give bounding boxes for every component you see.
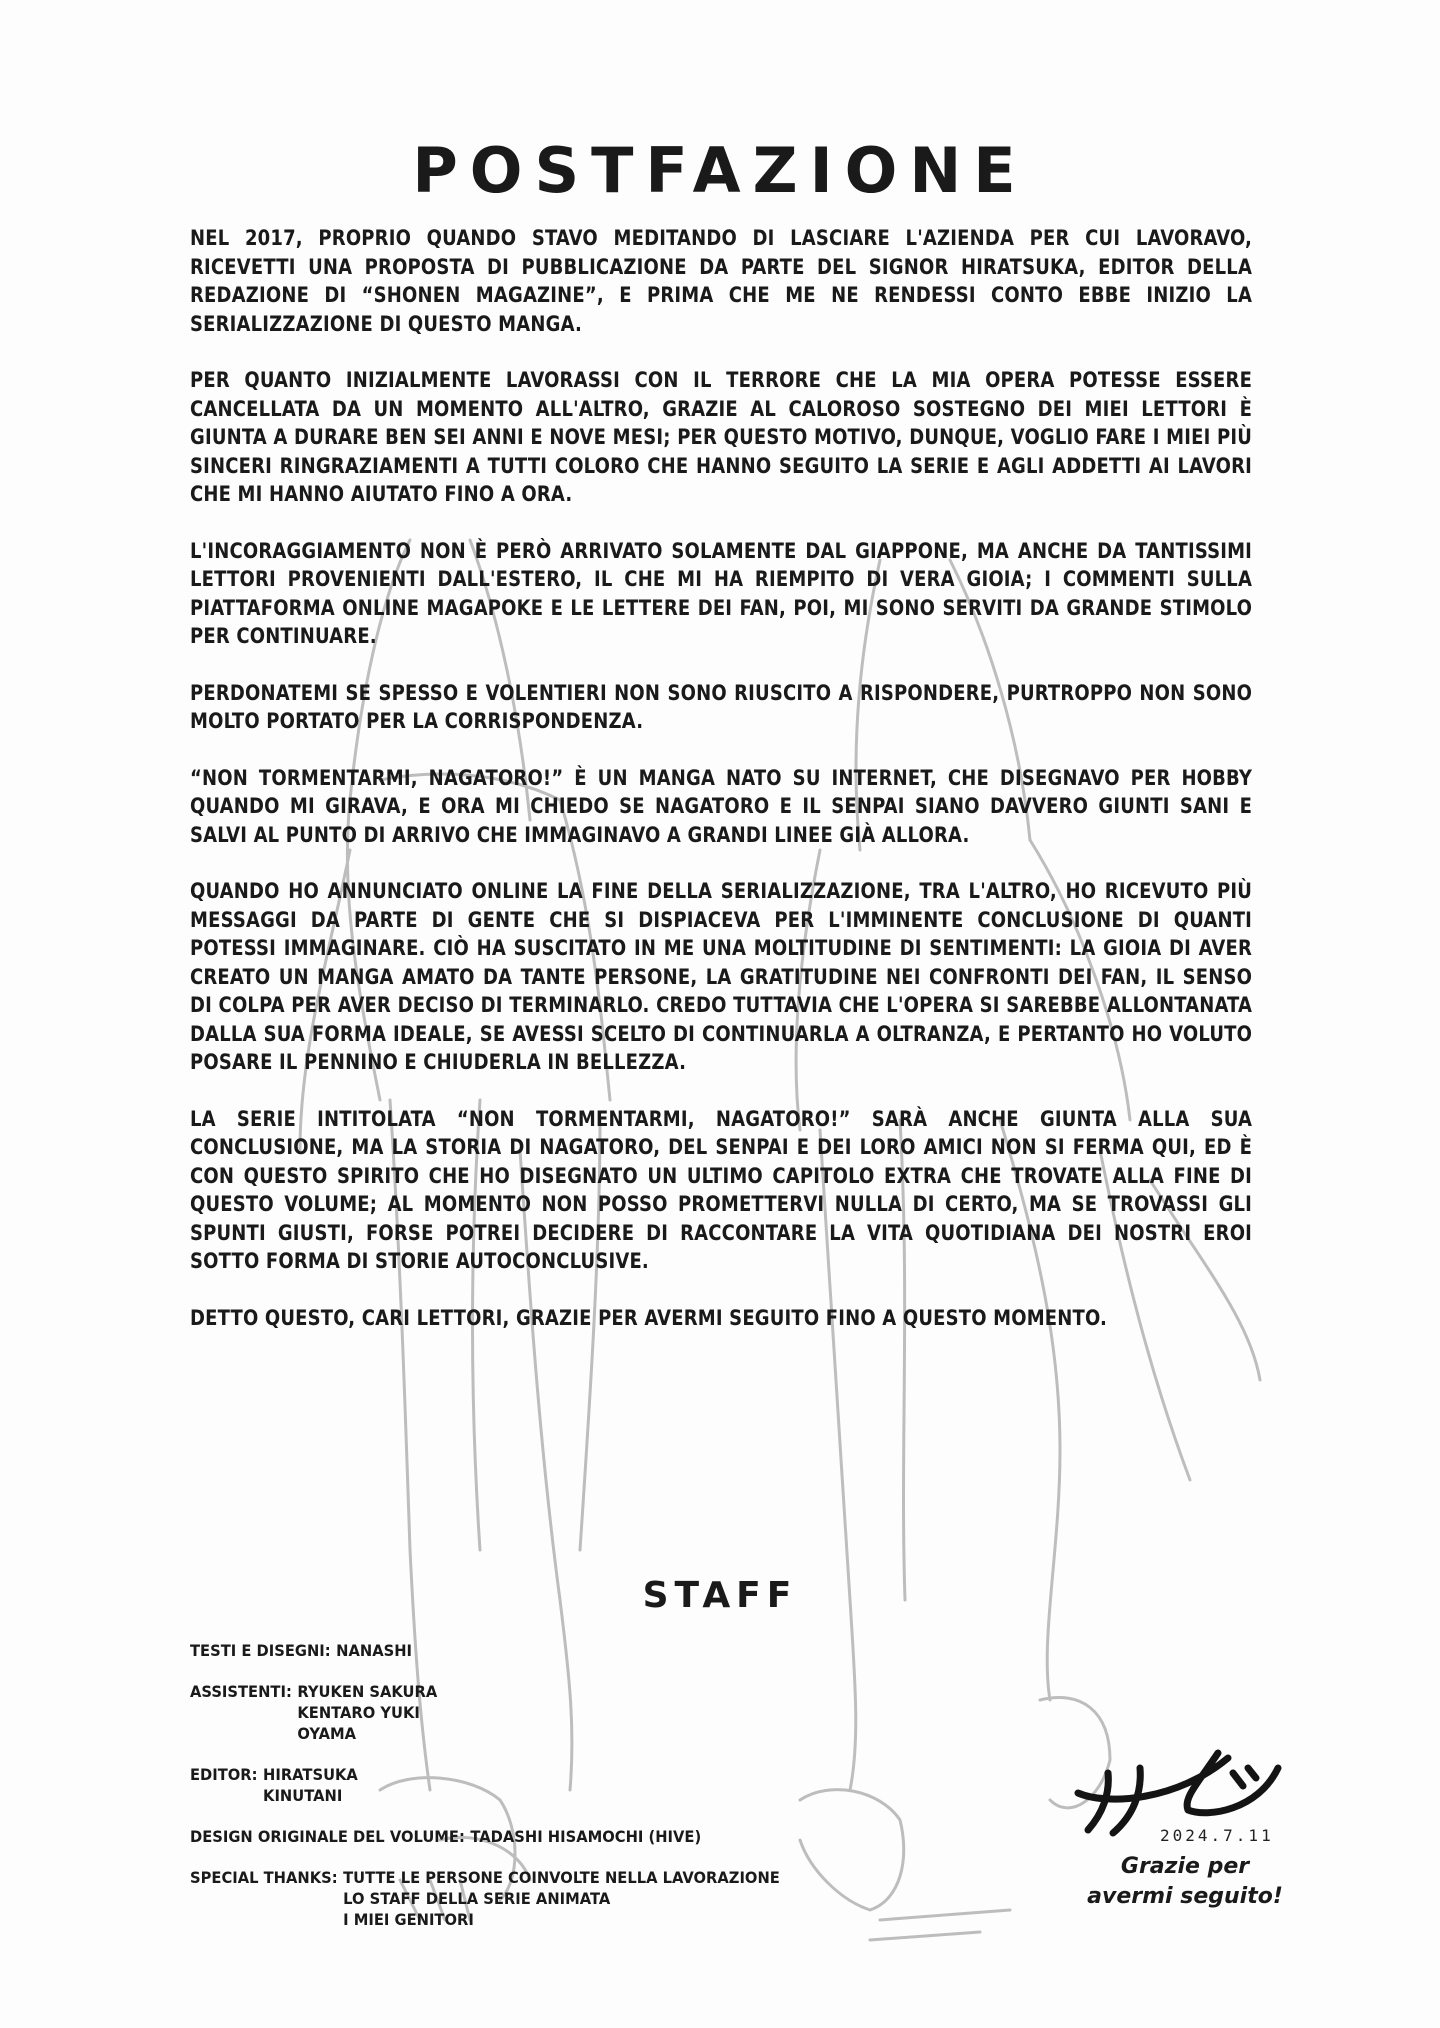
- paragraph: QUANDO HO ANNUNCIATO ONLINE LA FINE DELLA SERIALIZZAZIONE, TRA L'ALTRO, HO RICEVUTO PIÙ MESSAGGI DA PARTE DI GENTE CHE SI DISPIACEVA PER L'IMMINENTE CONCLUSIONE DI QUANTI POTESSI IMMAGINARE. CIÒ HA SUSCITATO IN ME UNA MOLTITUDINE DI SENTIMENTI: LA GIOIA DI AVER CREATO UN MANGA AMATO DA TANTE PERSONE, LA GRATITUDINE NEI CONFRONTI DEI FAN, IL SENSO DI COLPA PER AVER DECISO DI TERMINARLO. CREDO TUTTAVIA CHE L'OPERA SI SAREBBE ALLONTANATA DALLA SUA FORMA IDEALE, SE AVESSI SCELTO DI CONTINUARLA A OLTRANZA, E PERTANTO HO VOLUTO POSARE IL PENNINO E CHIUDERLA IN BELLEZZA.: [190, 879, 1253, 1075]
- signature-date: 2024.7.11: [1160, 1826, 1274, 1845]
- credit-name: NANASHI: [336, 1641, 412, 1660]
- signature-message: [1070, 1852, 1300, 1912]
- credit-name: TUTTE LE PERSONE COINVOLTE NELLA LAVORAZIONE: [343, 1868, 780, 1887]
- paragraph: DETTO QUESTO, CARI LETTORI, GRAZIE PER AVERMI SEGUITO FINO A QUESTO MOMENTO.: [190, 1305, 1108, 1331]
- credit-name: I MIEI GENITORI: [343, 1910, 474, 1929]
- credit-names: [263, 1764, 358, 1806]
- credit-role: EDITOR:: [190, 1765, 258, 1784]
- credit-names: [297, 1681, 437, 1744]
- paragraph: PER QUANTO INIZIALMENTE LAVORASSI CON IL TERRORE CHE LA MIA OPERA POTESSE ESSERE CANCELLATA DA UN MOMENTO ALL'ALTRO, GRAZIE AL CALOROSO SOSTEGNO DEI MIEI LETTORI È GIUNTA A DURARE BEN SEI ANNI E NOVE MESI; PER QUESTO MOTIVO, DUNQUE, VOGLIO FARE I MIEI PIÙ SINCERI RINGRAZIAMENTI A TUTTI COLORO CHE HANNO SEGUITO LA SERIE E AGLI ADDETTI AI LAVORI CHE MI HANNO AIUTATO FINO A ORA.: [190, 368, 1253, 507]
- credit-names: [343, 1867, 780, 1930]
- signature-message-line: Grazie per: [1120, 1854, 1250, 1879]
- credit-name: TADASHI HISAMOCHI (HIVE): [470, 1827, 702, 1846]
- staff-heading: STAFF: [642, 1574, 798, 1616]
- paragraph: “NON TORMENTARMI, NAGATORO!” È UN MANGA NATO SU INTERNET, CHE DISEGNAVO PER HOBBY QUANDO MI GIRAVA, E ORA MI CHIEDO SE NAGATORO E IL SENPAI SIANO DAVVERO GIUNTI SANI E SALVI AL PUNTO DI ARRIVO CHE IMMAGINAVO A GRANDI LINEE GIÀ ALLORA.: [190, 765, 1253, 848]
- author-signature-icon: [1068, 1738, 1308, 1838]
- credit-names: [336, 1640, 412, 1661]
- paragraph: LA SERIE INTITOLATA “NON TORMENTARMI, NAGATORO!” SARÀ ANCHE GIUNTA ALLA SUA CONCLUSIONE, MA LA STORIA DI NAGATORO, DEL SENPAI E DEI LORO AMICI NON SI FERMA QUI, ED È CON QUESTO SPIRITO CHE HO DISEGNATO UN ULTIMO CAPITOLO EXTRA CHE TROVATE ALLA FINE DI QUESTO VOLUME; AL MOMENTO NON POSSO PROMETTERVI NULLA DI CERTO, MA SE TROVASSI GLI SPUNTI GIUSTI, FORSE POTREI DECIDERE DI RACCONTARE LA VITA QUOTIDIANA DEI NOSTRI EROI SOTTO FORMA DI STORIE AUTOCONCLUSIVE.: [190, 1106, 1253, 1274]
- credit-entry: [190, 1640, 1018, 1661]
- staff-credits: [190, 1640, 1090, 1950]
- credit-names: [470, 1826, 701, 1847]
- paragraph: L'INCORAGGIAMENTO NON È PERÒ ARRIVATO SOLAMENTE DAL GIAPPONE, MA ANCHE DA TANTISSIMI LETTORI PROVENIENTI DALL'ESTERO, IL CHE MI HA RIEMPITO DI VERA GIOIA; I COMMENTI SULLA PIATTAFORMA ONLINE MAGAPOKE E LE LETTERE DEI FAN, POI, MI SONO SERVITI DA GRANDE STIMOLO PER CONTINUARE.: [190, 538, 1253, 649]
- credit-name: OYAMA: [297, 1724, 357, 1743]
- page-title: POSTFAZIONE: [412, 133, 1028, 207]
- credit-name: RYUKEN SAKURA: [297, 1682, 438, 1701]
- credit-entry: [190, 1764, 1018, 1806]
- credit-role: ASSISTENTI:: [190, 1682, 292, 1701]
- credit-role: SPECIAL THANKS:: [190, 1868, 338, 1887]
- paragraph: NEL 2017, PROPRIO QUANDO STAVO MEDITANDO DI LASCIARE L'AZIENDA PER CUI LAVORAVO, RICEVETTI UNA PROPOSTA DI PUBBLICAZIONE DA PARTE DEL SIGNOR HIRATSUKA, EDITOR DELLA REDAZIONE DI “SHONEN MAGAZINE”, E PRIMA CHE ME NE RENDESSI CONTO EBBE INIZIO LA SERIALIZZAZIONE DI QUESTO MANGA.: [190, 226, 1253, 337]
- credit-name: LO STAFF DELLA SERIE ANIMATA: [343, 1889, 611, 1908]
- credit-entry: [190, 1867, 1018, 1930]
- paragraph: PERDONATEMI SE SPESSO E VOLENTIERI NON SONO RIUSCITO A RISPONDERE, PURTROPPO NON SONO MOLTO PORTATO PER LA CORRISPONDENZA.: [190, 680, 1253, 734]
- signature-message-line: avermi seguito!: [1087, 1884, 1283, 1909]
- credit-entry: [190, 1826, 1018, 1847]
- credit-role: TESTI E DISEGNI:: [190, 1641, 331, 1660]
- afterword-body: [190, 225, 1252, 1361]
- credit-entry: [190, 1681, 1018, 1744]
- credit-name: KENTARO YUKI: [297, 1703, 420, 1722]
- credit-name: KINUTANI: [263, 1786, 343, 1805]
- credit-role: DESIGN ORIGINALE DEL VOLUME:: [190, 1827, 465, 1846]
- credit-name: HIRATSUKA: [263, 1765, 358, 1784]
